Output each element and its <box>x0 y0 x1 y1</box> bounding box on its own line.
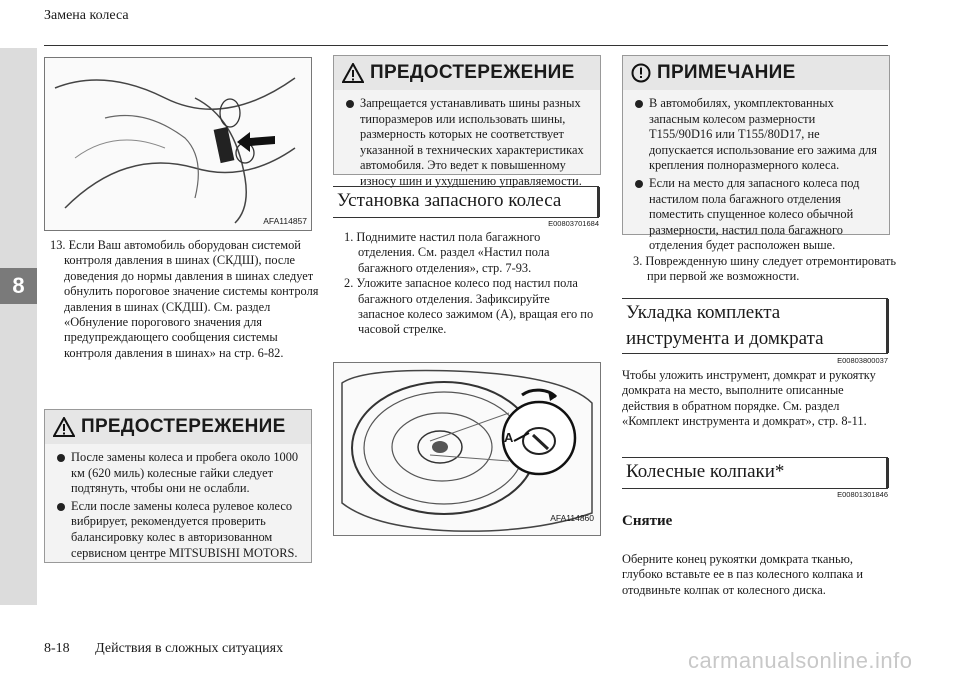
note-item: Если на место для запасного колеса под настилом пола багажного отделения поместить спущенное колесо обычной размерности, настил пола багажного отделения будет расположен выше. <box>635 176 881 254</box>
chapter-title: Действия в сложных ситуациях <box>95 641 284 656</box>
figure-label-a: A <box>504 430 514 445</box>
section-title: Укладка комплекта инструмента и домкрата <box>626 302 824 349</box>
trunk-jack-illustration <box>45 58 311 230</box>
page-footer <box>44 641 283 657</box>
section-heading-tools <box>622 298 888 354</box>
section-heading-wheel-caps <box>622 457 888 489</box>
header-rule <box>44 45 888 46</box>
figure-code: AFA114857 <box>263 216 307 226</box>
warning-item: Если после замены колеса рулевое колесо вибрирует, рекомендуется проверить балансировку колес в авторизованном сервисном центре MITSUBISHI MOTORS. <box>57 499 303 561</box>
note-item: В автомобилях, укомплектованных запасным колесом размерности T155/90D16 или T155/80D17, не допускается использование его зажима для крепления полноразмерного колеса. <box>635 96 881 174</box>
warning-title: ПРЕДОСТЕРЕЖЕНИЕ <box>81 416 286 437</box>
tools-text: Чтобы уложить инструмент, домкрат и рукоятку домкрата на место, выполните описанные действия в обратном порядке. См. раздел «Комплект инструмента и домкрат», стр. 8-11. <box>622 368 876 429</box>
chapter-sidebar <box>0 48 37 605</box>
subsection-title: Снятие <box>622 513 673 529</box>
warning-item: Запрещается устанавливать шины разных типоразмеров или использовать шины, размерность которых не соответствует указанной в технических характеристиках автомобиля. Это ведет к повышенному износу шин и ухудшению управляемости. <box>346 96 592 190</box>
section-title: Колесные колпаки* <box>626 461 785 482</box>
step-3-text: 3. Поврежденную шину следует отремонтировать при первой же возможности. <box>633 254 897 284</box>
section-code: E00803701684 <box>548 219 599 228</box>
section-title: Установка запасного колеса <box>337 190 562 211</box>
section-code: E00803800037 <box>837 356 888 365</box>
note-circle-icon <box>631 63 651 83</box>
warning-triangle-icon <box>342 63 364 83</box>
note-header <box>623 56 889 90</box>
page-number: 8-18 <box>44 641 70 656</box>
figure-code: AFA114860 <box>550 513 594 523</box>
step-2: 2. Уложите запасное колесо под настил пола багажного отделения. Зафиксируйте запасное колесо зажимом (A), вращая его по часовой стрелке. <box>344 276 594 337</box>
note-box <box>622 55 890 253</box>
warning-box-1 <box>44 409 312 563</box>
removal-text: Оберните конец рукоятки домкрата тканью, глубоко вставьте ее в паз колесного колпака и отодвиньте колпак от колесного диска. <box>622 552 864 597</box>
warning-header <box>334 56 600 90</box>
spare-wheel-illustration <box>334 363 600 535</box>
warning-triangle-icon <box>53 417 75 437</box>
steps-list <box>344 230 594 338</box>
warning-item: После замены колеса и пробега около 1000 км (620 миль) колесные гайки следует подтянуть, чтобы они не ослабли. <box>57 450 303 497</box>
figure-spare-wheel <box>333 362 601 536</box>
step-1: 1. Поднимите настил пола багажного отделения. См. раздел «Настил пола багажного отделения», стр. 7-93. <box>344 230 550 275</box>
watermark: carmanualsonline.info <box>688 648 913 673</box>
section-code: E00801301846 <box>837 490 888 499</box>
figure-trunk-jack <box>44 57 312 231</box>
page-header-title: Замена колеса <box>44 8 129 23</box>
warning-title: ПРЕДОСТЕРЕЖЕНИЕ <box>370 62 575 83</box>
note-title: ПРИМЕЧАНИЕ <box>657 62 796 83</box>
warning-header <box>45 410 311 444</box>
section-heading-spare-wheel <box>333 186 599 218</box>
chapter-tab: 8 <box>0 268 37 304</box>
step-13-text: 13. Если Ваш автомобиль оборудован системой контроля давления в шинах (СКДШ), после доведения до нормы давления в шинах следует обнулить пороговое значение системы контроля давления в шинах (СКДШ). См. раздел «Обнуление порогового значения для предупреждающего сообщения системы контроля давления в шинах» на стр. 6-82. <box>50 238 319 360</box>
warning-box-2 <box>333 55 601 188</box>
